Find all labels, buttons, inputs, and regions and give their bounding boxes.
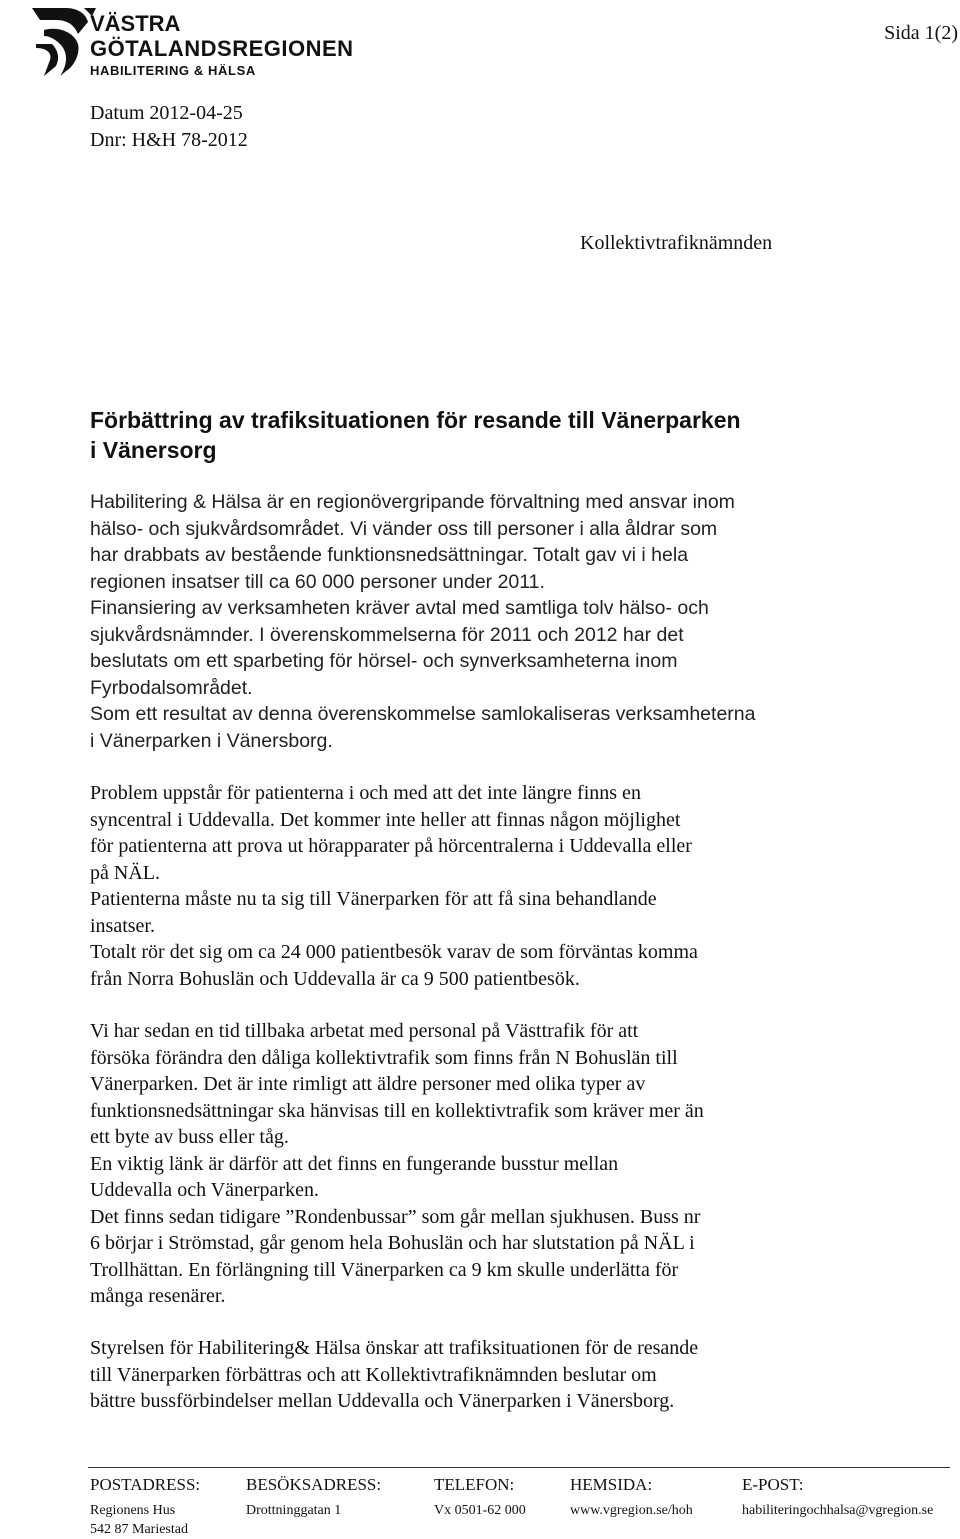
logo-line3: HABILITERING & HÄLSA [90,63,256,78]
footer-value [90,1501,200,1539]
text-line: till Vänerparken förbättras och att Kollektivtrafiknämnden beslutar om [90,1363,657,1386]
text-line: Det finns sedan tidigare ”Rondenbussar” som går mellan sjukhusen. Buss nr [90,1205,701,1228]
document-title [90,405,920,465]
postadress-line: Regionens Hus [90,1503,176,1518]
text-line: Vi har sedan en tid tillbaka arbetat med personal på Västtrafik för att [90,1020,639,1042]
body-paragraph-request [90,1335,940,1415]
footer-besoksadress [246,1475,381,1520]
text-line: 6 börjar i Strömstad, går genom hela Bohuslän och har slutstation på NÄL i [90,1232,695,1254]
body-paragraph-vasttrafik [90,1018,940,1310]
text-line: i Vänerparken i Vänersborg. [90,729,333,752]
organization-logo [30,4,370,78]
text-line: Trollhättan. En förlängning till Vänerparken ca 9 km skulle underlätta för [90,1258,679,1281]
text-line: Problem uppstår för patienterna i och med att det inte längre finns en [90,782,641,804]
text-line: syncentral i Uddevalla. Det kommer inte heller att finnas någon möjlighet [90,808,681,831]
document-dnr: Dnr: H&H 78-2012 [90,129,248,151]
footer-postadress [90,1475,200,1539]
text-line: Finansiering av verksamheten kräver avtal med samtliga tolv hälso- och [90,597,709,619]
text-line: har drabbats av bestående funktionsnedsättningar. Totalt gav vi i hela [90,544,689,566]
text-line: Fyrbodalsområdet. [90,676,253,699]
text-line: Som ett resultat av denna överenskommelse samlokaliseras verksamheterna [90,703,756,725]
footer-label: TELEFON: [434,1475,515,1494]
intro-paragraph [90,489,930,754]
text-line: Habilitering & Hälsa är en regionövergripande förvaltning med ansvar inom [90,491,735,513]
text-line: sjukvårdsnämnder. I överenskommelserna för 2011 och 2012 har det [90,623,684,646]
text-line: Uddevalla och Vänerparken. [90,1179,319,1201]
footer-divider [88,1467,950,1468]
body-paragraph-problem [90,780,940,992]
text-line: på NÄL. [90,861,160,884]
text-line: försöka förändra den dåliga kollektivtrafik som finns från N Bohuslän till [90,1046,678,1069]
footer-label: POSTADRESS: [90,1475,201,1494]
text-line: En viktig länk är därför att det finns en fungerande busstur mellan [90,1152,619,1175]
footer-value: Drottninggatan 1 [246,1503,342,1518]
text-line: många resenärer. [90,1285,226,1307]
title-line: i Vänersorg [90,437,217,463]
text-line: Totalt rör det sig om ca 24 000 patientbesök varav de som förväntas komma [90,941,698,963]
logo-emblem-icon [30,4,370,78]
text-line: Styrelsen för Habilitering& Hälsa önskar att trafiksituationen för de resande [90,1337,699,1359]
footer-epost [742,1475,933,1520]
website-link[interactable]: www.vgregion.se/hoh [570,1503,693,1518]
footer-value: Vx 0501-62 000 [434,1503,526,1518]
page-number: Sida 1(2) [884,22,958,44]
footer-hemsida [570,1475,693,1520]
text-line: för patienterna att prova ut hörapparater på hörcentralerna i Uddevalla eller [90,835,692,857]
text-line: bättre bussförbindelser mellan Uddevalla och Vänerparken i Vänersborg. [90,1390,675,1412]
email-link[interactable]: habiliteringochhalsa@vgregion.se [742,1503,934,1518]
footer-label: HEMSIDA: [570,1475,653,1494]
logo-line1: VÄSTRA [90,11,181,36]
text-line: regionen insatser till ca 60 000 personer under 2011. [90,570,545,593]
text-line: från Norra Bohuslän och Uddevalla är ca 9 500 patientbesök. [90,967,580,990]
text-line: beslutats om ett sparbeting för hörsel- och synverksamheterna inom [90,650,678,672]
text-line: hälso- och sjukvårdsområdet. Vi vänder oss till personer i alla åldrar som [90,517,718,540]
text-line: Patienterna måste nu ta sig till Vänerparken för att få sina behandlande [90,888,657,910]
postadress-line: 542 87 Mariestad [90,1522,188,1537]
document-meta [90,100,248,154]
logo-line2: GÖTALANDSREGIONEN [90,36,354,61]
text-line: funktionsnedsättningar ska hänvisas till en kollektivtrafik som kräver mer än [90,1099,704,1122]
text-line: insatser. [90,914,155,937]
footer-label: E-POST: [742,1475,804,1494]
title-line: Förbättring av trafiksituationen för resande till Vänerparken [90,407,741,433]
text-line: ett byte av buss eller tåg. [90,1126,289,1148]
footer-telefon [434,1475,526,1520]
text-line: Vänerparken. Det är inte rimligt att äldre personer med olika typer av [90,1073,646,1095]
recipient: Kollektivtrafiknämnden [580,232,773,254]
document-date: Datum 2012-04-25 [90,102,243,124]
footer-label: BESÖKSADRESS: [246,1475,382,1494]
